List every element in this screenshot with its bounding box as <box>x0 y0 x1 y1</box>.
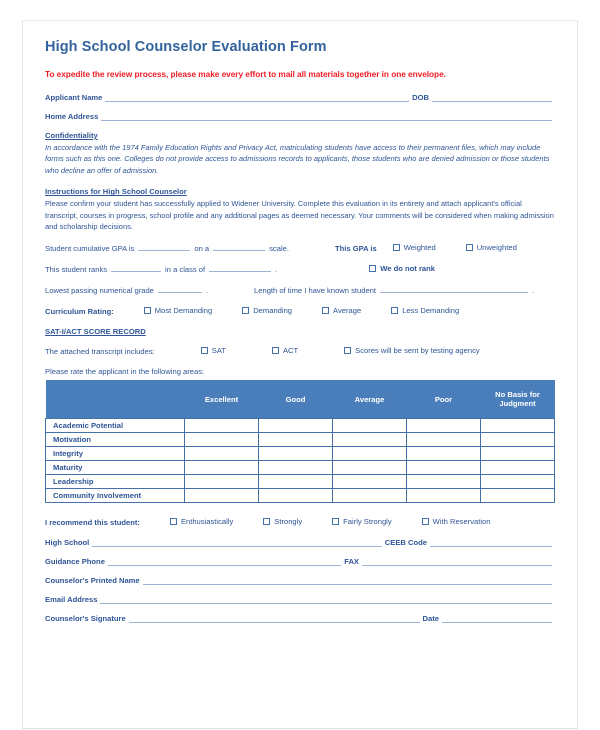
ceeb-code-label: CEEB Code <box>384 538 427 548</box>
recommendation-row <box>45 517 555 527</box>
gpa-value-input[interactable] <box>138 243 190 251</box>
curriculum-option-demanding[interactable] <box>242 306 292 315</box>
date-input[interactable] <box>442 614 552 623</box>
gpa-suffix-label: scale. <box>269 244 289 254</box>
checkbox-icon[interactable] <box>466 244 473 251</box>
email-address-label: Email Address <box>45 595 98 605</box>
table-row <box>46 433 555 447</box>
rating-cell[interactable] <box>407 489 481 503</box>
table-row <box>46 475 555 489</box>
recommendation-option-with-reservation[interactable] <box>422 517 491 526</box>
transcript-option-label: SAT <box>211 346 226 356</box>
rating-cell[interactable] <box>333 489 407 503</box>
recommendation-label: I recommend this student: <box>45 518 140 528</box>
rating-column-header: Average <box>333 380 407 419</box>
email-address-input[interactable] <box>100 595 552 604</box>
no-rank-label: We do not rank <box>380 264 435 274</box>
rating-table-head <box>46 380 555 419</box>
lowest-grade-row <box>45 285 555 295</box>
printed-name-label: Counselor's Printed Name <box>45 576 140 586</box>
signature-row <box>45 614 555 623</box>
curriculum-option-label: Demanding <box>253 306 293 316</box>
lowest-grade-period: . <box>205 286 209 296</box>
applicant-name-label: Applicant Name <box>45 93 103 102</box>
checkbox-icon[interactable] <box>170 518 177 525</box>
confidentiality-text: In accordance with the 1974 Family Education Rights and Privacy Act, matriculating students have access to their permanent files, which may include forms such as this one. Colleges do not provide access to admissions records to applicants, those students who are denied admission or those students who decline an offer of admission. <box>45 143 550 175</box>
recommendation-option-label: Strongly <box>274 517 303 527</box>
email-row <box>45 595 555 604</box>
rating-row-label: Maturity <box>46 461 185 475</box>
form-body <box>23 21 577 623</box>
class-size-input[interactable] <box>209 264 271 272</box>
gpa-unweighted-option[interactable] <box>466 243 517 252</box>
date-label: Date <box>422 614 439 624</box>
signature-label: Counselor's Signature <box>45 614 126 624</box>
curriculum-option-less-demanding[interactable] <box>391 306 459 315</box>
rating-cell[interactable] <box>333 447 407 461</box>
high-school-label: High School <box>45 538 90 548</box>
rating-cell[interactable] <box>333 433 407 447</box>
gpa-weighted-label: Weighted <box>403 243 436 253</box>
rating-row-label: Leadership <box>46 475 185 489</box>
rating-cell[interactable] <box>481 419 555 433</box>
guidance-phone-row <box>45 557 555 566</box>
form-page <box>22 20 578 729</box>
signature-input[interactable] <box>129 614 420 623</box>
curriculum-option-label: Most Demanding <box>154 306 213 316</box>
rating-cell[interactable] <box>185 447 259 461</box>
rating-cell[interactable] <box>185 489 259 503</box>
transcript-option-agency[interactable] <box>344 346 480 355</box>
printed-name-input[interactable] <box>143 576 552 585</box>
this-gpa-is-label: This GPA is <box>334 244 377 254</box>
transcript-option-label: ACT <box>282 346 299 356</box>
fax-input[interactable] <box>362 557 552 566</box>
gpa-scale-input[interactable] <box>213 243 265 251</box>
applicant-name-input[interactable] <box>105 93 409 102</box>
rank-middle-label: in a class of <box>165 265 206 275</box>
gpa-unweighted-label: Unweighted <box>476 243 517 253</box>
time-known-input[interactable] <box>380 285 528 293</box>
transcript-includes-row <box>45 346 555 356</box>
rating-cell[interactable] <box>259 475 333 489</box>
rating-cell[interactable] <box>333 475 407 489</box>
recommendation-option-enthusiastically[interactable] <box>170 517 233 526</box>
rating-cell[interactable] <box>259 489 333 503</box>
instructions-text: Please confirm your student has successfully applied to Widener University. Complete this evaluation in its entirety and attach applicant's official transcript, courses in progress, school profile and any additional pages as deemed necessary. Your comments will be considered when making admission and scholarship decisions. <box>45 199 554 231</box>
checkbox-icon[interactable] <box>201 347 208 354</box>
table-row <box>46 461 555 475</box>
instructions-heading: Instructions for High School Counselor <box>45 187 187 197</box>
transcript-option-sat[interactable] <box>201 346 226 355</box>
rating-cell[interactable] <box>407 419 481 433</box>
rating-cell[interactable] <box>481 489 555 503</box>
no-rank-option[interactable] <box>369 264 435 273</box>
table-row <box>46 419 555 433</box>
rating-row-label: Motivation <box>46 433 185 447</box>
guidance-phone-input[interactable] <box>108 557 341 566</box>
gpa-middle-label: on a <box>194 244 210 254</box>
rating-cell[interactable] <box>259 419 333 433</box>
recommendation-option-label: With Reservation <box>432 517 491 527</box>
rating-cell[interactable] <box>259 433 333 447</box>
home-address-label: Home Address <box>45 112 99 121</box>
rating-column-header: Good <box>259 380 333 419</box>
ceeb-code-input[interactable] <box>430 538 552 547</box>
rating-cell[interactable] <box>407 447 481 461</box>
curriculum-rating-label: Curriculum Rating: <box>45 307 114 317</box>
score-record-heading: SAT-I/ACT SCORE RECORD <box>45 327 146 337</box>
fax-label: FAX <box>344 557 359 567</box>
checkbox-icon[interactable] <box>393 244 400 251</box>
class-rank-row <box>45 264 555 274</box>
rating-cell[interactable] <box>259 461 333 475</box>
home-address-row <box>45 112 555 121</box>
table-row <box>46 447 555 461</box>
curriculum-option-average[interactable] <box>322 306 361 315</box>
curriculum-option-label: Average <box>333 306 362 316</box>
time-known-period: . <box>532 286 535 296</box>
recommendation-option-label: Enthusiastically <box>180 517 234 527</box>
table-row <box>46 489 555 503</box>
dob-label: DOB <box>412 93 429 102</box>
rating-cell[interactable] <box>185 461 259 475</box>
high-school-input[interactable] <box>92 538 382 547</box>
rating-cell[interactable] <box>407 475 481 489</box>
checkbox-icon[interactable] <box>344 347 351 354</box>
curriculum-rating-row <box>45 306 555 316</box>
gpa-row <box>45 243 555 253</box>
curriculum-option-label: Less Demanding <box>402 306 460 316</box>
time-known-label: Length of time I have known student <box>254 286 377 296</box>
transcript-option-label: Scores will be sent by testing agency <box>355 346 480 356</box>
rating-intro-text: Please rate the applicant in the following areas: <box>45 367 205 377</box>
recommendation-option-label: Fairly Strongly <box>343 517 392 527</box>
high-school-row <box>45 538 555 547</box>
confidentiality-heading: Confidentiality <box>45 131 98 140</box>
checkbox-icon[interactable] <box>272 347 279 354</box>
checkbox-icon[interactable] <box>263 518 270 525</box>
rating-cell[interactable] <box>481 433 555 447</box>
printed-name-row <box>45 576 555 585</box>
recommendation-option-strongly[interactable] <box>263 517 302 526</box>
alert-notice: To expedite the review process, please make every effort to mail all materials together in one envelope. <box>45 69 446 79</box>
rating-column-header <box>46 380 185 419</box>
gpa-prefix-label: Student cumulative GPA is <box>45 244 135 254</box>
rating-cell[interactable] <box>333 419 407 433</box>
rating-cell[interactable] <box>481 461 555 475</box>
transcript-includes-label: The attached transcript includes: <box>45 347 155 357</box>
rating-column-header: No Basis for Judgment <box>481 380 555 419</box>
rating-cell[interactable] <box>407 433 481 447</box>
transcript-option-act[interactable] <box>272 346 298 355</box>
checkbox-icon[interactable] <box>369 265 376 272</box>
home-address-input[interactable] <box>101 112 552 121</box>
checkbox-icon[interactable] <box>144 307 151 314</box>
rating-cell[interactable] <box>185 419 259 433</box>
rating-cell[interactable] <box>481 447 555 461</box>
rating-column-header: Excellent <box>185 380 259 419</box>
rating-row-label: Academic Potential <box>46 419 185 433</box>
lowest-grade-input[interactable] <box>158 285 202 293</box>
rating-cell[interactable] <box>407 461 481 475</box>
checkbox-icon[interactable] <box>322 307 329 314</box>
rating-table <box>45 380 555 503</box>
rating-header-row <box>46 380 555 419</box>
dob-input[interactable] <box>432 93 552 102</box>
recommendation-option-fairly-strongly[interactable] <box>332 517 392 526</box>
rank-position-input[interactable] <box>111 264 161 272</box>
lowest-grade-label: Lowest passing numerical grade <box>45 286 154 296</box>
rating-cell[interactable] <box>481 475 555 489</box>
rating-cell[interactable] <box>185 475 259 489</box>
rating-cell[interactable] <box>259 447 333 461</box>
checkbox-icon[interactable] <box>242 307 249 314</box>
page-title: High School Counselor Evaluation Form <box>45 39 327 55</box>
guidance-phone-label: Guidance Phone <box>45 557 105 567</box>
rating-column-header: Poor <box>407 380 481 419</box>
rank-period-label: . <box>275 265 278 275</box>
rating-row-label: Integrity <box>46 447 185 461</box>
rating-table-body <box>46 419 555 503</box>
rating-cell[interactable] <box>333 461 407 475</box>
checkbox-icon[interactable] <box>332 518 339 525</box>
checkbox-icon[interactable] <box>422 518 429 525</box>
rank-prefix-label: This student ranks <box>45 265 108 275</box>
curriculum-option-most-demanding[interactable] <box>144 306 212 315</box>
checkbox-icon[interactable] <box>391 307 398 314</box>
applicant-name-row <box>45 93 555 102</box>
rating-row-label: Community Involvement <box>46 489 185 503</box>
rating-cell[interactable] <box>185 433 259 447</box>
gpa-weighted-option[interactable] <box>393 243 436 252</box>
